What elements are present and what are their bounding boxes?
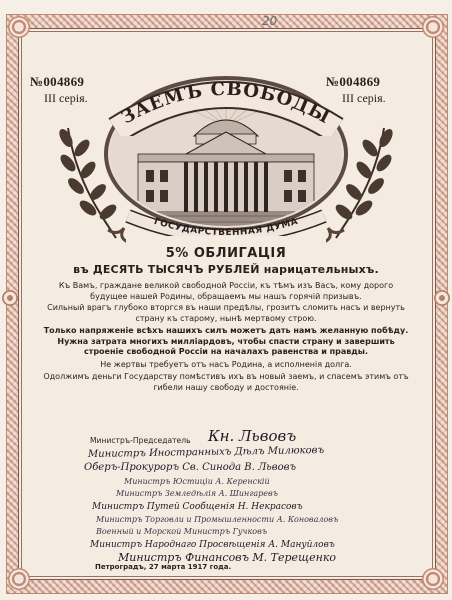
signature: Министръ Финансовъ М. Терещенко [118,551,337,564]
side-rosette-icon [2,290,18,306]
appeal-paragraph-5: Одолжимъ деньги Государству помѣстивъ ихъ въ новый заемъ, и спасемъ этимъ отъ гибели нашу свободу и достояніе. [43,372,409,392]
signature: Кн. Львовъ [208,427,297,445]
title-banner [108,72,344,136]
signature: Министръ Торговли и Промышленности А. Коноваловъ [96,515,339,524]
serial-number-left: №004869 [30,74,85,89]
pencil-note: 20 [262,14,278,28]
corner-rosette-icon [8,16,30,38]
corner-rosette-icon [422,568,444,590]
corner-rosette-icon [8,568,30,590]
series-left: III серія. [44,91,88,105]
place-and-date: Петроградъ, 27 марта 1917 года. [95,563,232,571]
corner-rosette-icon [422,16,444,38]
signature: Министръ Путей Сообщенія Н. Некрасовъ [92,502,303,512]
duma-banner [128,212,324,246]
signature: Министръ Народнаго Просвѣщенія А. Мануйловъ [90,540,335,550]
signature: Военный и Морской Министръ Гучковъ [96,527,268,536]
bond-denomination: въ ДЕСЯТЬ ТЫСЯЧЪ РУБЛЕЙ нарицательныхъ. [73,263,379,276]
serial-number-right: №004869 [326,74,381,89]
side-rosette-icon [434,290,450,306]
signature: Министръ Юстиціи А. Керенскій [124,477,270,486]
minister-label: Министръ-Председатель [90,436,191,445]
signature: Министръ Земледѣлія А. Шингаревъ [116,489,278,498]
appeal-paragraph-4: Не жертвы требуетъ отъ насъ Родина, а исполненія долга. [100,360,352,369]
appeal-paragraph-3: Только напряженіе всѣхъ нашихъ силъ можетъ дать намъ желанную побѣду. Нужна затрата многихъ милліардовъ, чтобы спасти страну и завершить строеніе свободной Россіи на началахъ равенства и правды. [43,326,409,357]
appeal-paragraph-2: Сильный врагъ глубоко вторгся въ наши предѣлы, грозитъ сломить насъ и вернуть страну къ старому, нынѣ мертвому строю. [47,303,405,323]
signature: Оберъ-Прокуроръ Св. Синода В. Львовъ [84,462,297,473]
signature: Министръ Иностранныхъ Дѣлъ Милюковъ [87,444,325,461]
duma-text: ГОСУДАРСТВЕННАЯ ДУМА [152,216,300,239]
appeal-paragraph-1: Къ Вамъ, граждане великой свободной Россіи, къ тѣмъ изъ Васъ, кому дорого будущее нашей Родины, обращаемъ мы нашъ горячій призывъ. [58,281,394,301]
series-right: III серія. [342,91,386,105]
bond-heading: 5% ОБЛИГАЦІЯ [165,246,287,261]
svg-text:ГОСУДАРСТВЕННАЯ ДУМА [153,217,300,238]
title-text: ЗАЕМЪ СВОБОДЫ [117,78,335,129]
